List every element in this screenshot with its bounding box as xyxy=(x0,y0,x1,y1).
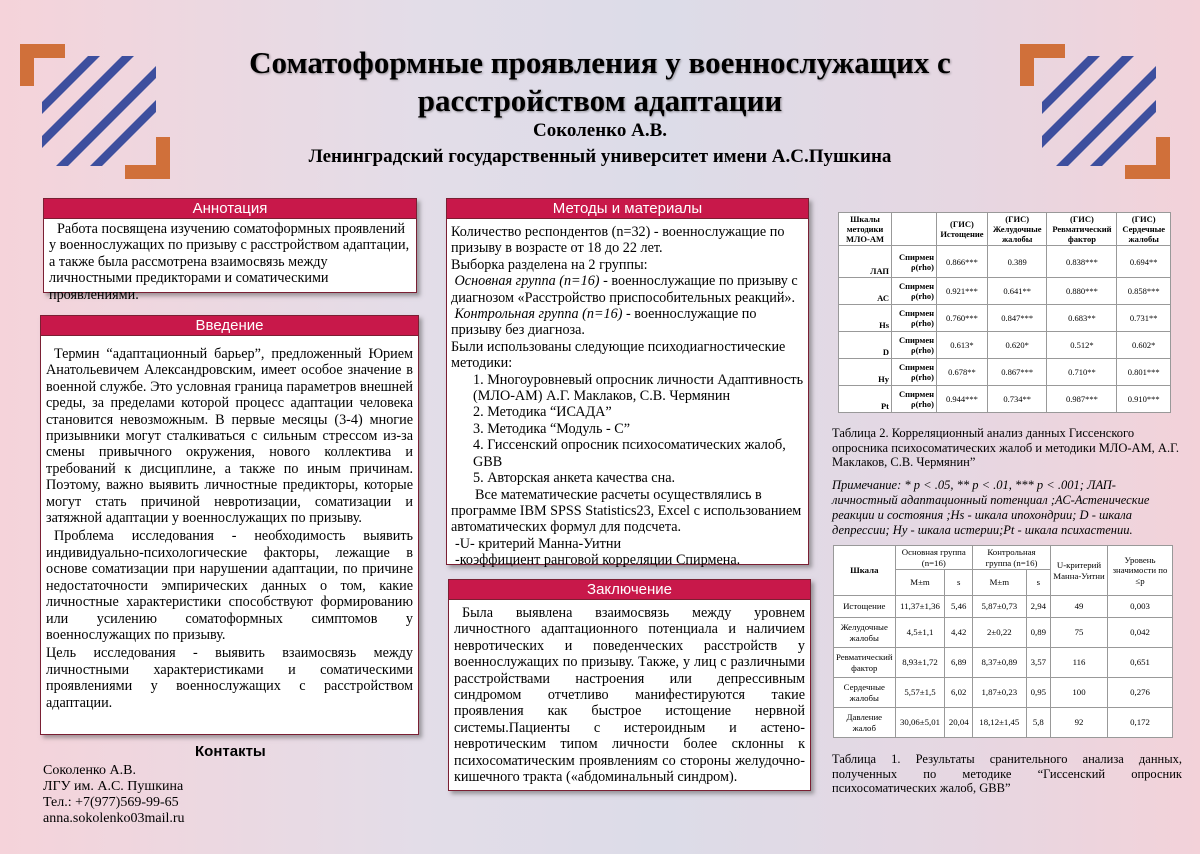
table2-cell: 0.683** xyxy=(1047,305,1117,332)
contact-email[interactable]: anna.sokolenko03mail.ru xyxy=(43,811,185,826)
methods-groups-intro: Выборка разделена на 2 группы: xyxy=(451,256,648,273)
correlation-table xyxy=(838,212,1171,413)
methods-spearman: -коэффициент ранговой корреляции Спирмена. xyxy=(455,552,741,569)
table1-cell: 100 xyxy=(1051,678,1108,708)
table2-cell: 0.694** xyxy=(1117,246,1171,278)
methods-item: 4. Гиссенский опросник психосоматических жалоб, GBB xyxy=(473,437,786,470)
table2-stat: Спирмен ρ(rho) xyxy=(892,386,937,413)
table2-scale: Hs xyxy=(839,305,892,332)
comparison-table xyxy=(833,545,1173,738)
intro-section xyxy=(40,315,419,735)
table-row xyxy=(834,708,1173,738)
table1-cell: 0,276 xyxy=(1108,678,1173,708)
table2-cell: 0.734** xyxy=(987,386,1047,413)
annotation-heading: Аннотация xyxy=(44,199,416,219)
table2-cell: 0.910*** xyxy=(1117,386,1171,413)
contacts-block xyxy=(43,763,185,827)
table2-cell: 0.801*** xyxy=(1117,359,1171,386)
methods-item: 1. Многоуровневый опросник личности Адаптивность (МЛО-АМ) А.Г. Маклаков, С.В. Чермянин xyxy=(473,371,804,405)
table1-caption: Таблица 1. Результаты сранительного анализа данных, полученных по методике “Гиссенский опросник психосоматических жалоб, GBB” xyxy=(832,752,1182,795)
table1-cell: 8,37±0,89 xyxy=(972,648,1026,678)
table2-stat: Спирмен ρ(rho) xyxy=(892,332,937,359)
table1-header: Шкала xyxy=(834,546,896,596)
table1-header: U-критерий Манна-Уитни xyxy=(1051,546,1108,596)
methods-section xyxy=(446,198,809,569)
table2-scale: Hy xyxy=(839,359,892,386)
table2-cell: 0.641** xyxy=(987,278,1047,305)
table-row xyxy=(839,278,1171,305)
methods-group-control-text: - военнослужащие по призыву без диагноза. xyxy=(451,306,757,339)
table1-cell: 18,12±1,45 xyxy=(972,708,1026,738)
university-logo-left xyxy=(20,44,170,179)
table2-cell: 0.760*** xyxy=(937,305,988,332)
table1-cell: 0,651 xyxy=(1108,648,1173,678)
methods-group-main-text: - военнослужащие по призыву с диагнозом «Расстройство приспособительных реакций». xyxy=(451,273,798,306)
table1-cell: 0,003 xyxy=(1108,596,1173,618)
table2-cell: 0.710** xyxy=(1047,359,1117,386)
table1-cell: 116 xyxy=(1051,648,1108,678)
table-row xyxy=(834,678,1173,708)
table2-stat: Спирмен ρ(rho) xyxy=(892,359,937,386)
conclusion-heading: Заключение xyxy=(449,580,810,600)
table1-scale: Истощение xyxy=(834,596,896,618)
table1-cell: 4,5±1,1 xyxy=(895,618,945,648)
table1-cell: 92 xyxy=(1051,708,1108,738)
contact-org: ЛГУ им. А.С. Пушкина xyxy=(43,779,184,794)
table2-cell: 0.602* xyxy=(1117,332,1171,359)
table1-cell: 5,8 xyxy=(1026,708,1050,738)
table2-cell: 0.613* xyxy=(937,332,988,359)
table2-cell: 0.838*** xyxy=(1047,246,1117,278)
table1-cell: 49 xyxy=(1051,596,1108,618)
table1-cell: 6,02 xyxy=(945,678,973,708)
intro-paragraph-goal: Цель исследования - выявить взаимосвязь между личностными характеристиками и соматическими проявлениями у военнослужащих с расстройством адаптации. xyxy=(46,645,413,711)
table1-cell: 2±0,22 xyxy=(972,618,1026,648)
intro-paragraph-problem: Проблема исследования - необходимость выявить индивидуально-психологические факторы, лежащие в основе соматизации при нарушении адаптации, по причине недостаточности эмпирических данных о том, какие личностные характеристики способствуют формированию или усилению соматоформных симптомов у военнослужащих по призыву. xyxy=(46,528,413,643)
table-row xyxy=(839,386,1171,413)
table2-header: (ГИС) Сердечные жалобы xyxy=(1117,213,1171,246)
table1-cell: 20,04 xyxy=(945,708,973,738)
table2-cell: 0.880*** xyxy=(1047,278,1117,305)
conclusion-text: Была выявлена взаимосвязь между уровнем личностного адаптационного потенциала и наличием невротических и поведенческих расстройств у военнослужащих по призыву. Также, у лиц с различными расстройствами настроения или депрессивным синдромом отчетливо манифестируются такие проявления как быстрое истощение нервной системы.Пациенты с истероидным и астено-невротическим типом личности более склонны к психосоматическим проявлениям со стороны желудочно-кишечного тракта («абдоминальный синдром). xyxy=(454,605,805,786)
conclusion-section xyxy=(448,579,811,791)
methods-software: Все математические расчеты осуществлялись в программе IBM SPSS Statistics23, Excel с использованием автоматических формул для подсчета. xyxy=(451,486,802,536)
table1-cell: 8,93±1,72 xyxy=(895,648,945,678)
table2-stat: Спирмен ρ(rho) xyxy=(892,278,937,305)
table2-header: (ГИС) Истощение xyxy=(937,213,988,246)
table1-cell: 4,42 xyxy=(945,618,973,648)
table2-scale: АС xyxy=(839,278,892,305)
table-row xyxy=(839,246,1171,278)
methods-item: 3. Методика “Модуль - С” xyxy=(473,420,631,437)
table1-header: Основная группа (n=16) xyxy=(895,546,972,570)
methods-item: 5. Авторская анкета качества сна. xyxy=(473,470,676,487)
table2-header xyxy=(892,213,937,246)
table1-cell: 75 xyxy=(1051,618,1108,648)
table2-note: Примечание: * p < .05, ** p < .01, *** p < .001; ЛАП- личностный адаптационный потенциал ;АС-Астенические реакции и состояния ;Hs - шкала ипохондрии; D - шкала депрессии; Hy - шкала истерии;Pt - шкала психастении. xyxy=(832,478,1150,537)
intro-paragraph-1: Термин “адаптационный барьер”, предложенный Юрием Анатольевичем Александровским, имеет особое значение в военной службе. Это условная граница параметров внешней среды, за пределами которой процесс адаптации человека становится невозможным. В первые месяцы (3-4) многие призывники могут сталкиваться с сильным стрессом из-за смены привычного окружения, нового коллектива и требований к дисциплине, а также по иным причинам. Поэтому, важно выявить личностные предикторы, которые могут стать причиной невротизации, соматизации и затяжной адаптации у военнослужащих по призыву. xyxy=(46,346,413,527)
table1-cell: 0,89 xyxy=(1026,618,1050,648)
table1-cell: 6,89 xyxy=(945,648,973,678)
table1-header: Уровень значимости по ≤p xyxy=(1108,546,1173,596)
table1-scale: Ревматический фактор xyxy=(834,648,896,678)
table1-cell: 0,95 xyxy=(1026,678,1050,708)
contacts-heading: Контакты xyxy=(195,743,266,760)
table-row xyxy=(839,332,1171,359)
contact-name: Соколенко А.В. xyxy=(43,763,136,778)
methods-group-control-label: Контрольная группа (n=16) xyxy=(454,306,623,323)
methods-heading: Методы и материалы xyxy=(447,199,808,219)
table2-cell: 0.944*** xyxy=(937,386,988,413)
table2-stat: Спирмен ρ(rho) xyxy=(892,246,937,278)
table2-scale: D xyxy=(839,332,892,359)
methods-techniques-intro: Были использованы следующие психодиагностические методики: xyxy=(451,338,786,372)
table2-cell: 0.512* xyxy=(1047,332,1117,359)
table2-cell: 0.620* xyxy=(987,332,1047,359)
table1-cell: 0,172 xyxy=(1108,708,1173,738)
table2-header: (ГИС) Желудочные жалобы xyxy=(987,213,1047,246)
table2-caption: Таблица 2. Корреляционный анализ данных Гиссенского опросника психосоматических жалоб и методики МЛО-АМ, А.Г. Маклаков, С.В. Чермянин” xyxy=(832,426,1180,469)
table2-scale: Pt xyxy=(839,386,892,413)
table1-cell: 5,57±1,5 xyxy=(895,678,945,708)
poster-author: Соколенко А.В. xyxy=(532,120,668,141)
table1-header: Контрольная группа (n=16) xyxy=(972,546,1050,570)
poster-title: Соматоформные проявления у военнослужащих с расстройством адаптации xyxy=(249,45,951,118)
university-logo-right xyxy=(1020,44,1170,179)
intro-heading: Введение xyxy=(41,316,418,336)
methods-item: 2. Методика “ИСАДА” xyxy=(473,404,612,421)
table1-cell: 1,87±0,23 xyxy=(972,678,1026,708)
table-row xyxy=(834,618,1173,648)
table2-header: Шкалы методики МЛО-АМ xyxy=(839,213,892,246)
table1-cell: 5,46 xyxy=(945,596,973,618)
table2-scale: ЛАП xyxy=(839,246,892,278)
table1-scale: Сердечные жалобы xyxy=(834,678,896,708)
table1-cell: 11,37±1,36 xyxy=(895,596,945,618)
table1-cell: 30,06±5,01 xyxy=(895,708,945,738)
table2-cell: 0.389 xyxy=(987,246,1047,278)
table1-header: s xyxy=(945,570,973,596)
table2-header: (ГИС) Ревматический фактор xyxy=(1047,213,1117,246)
table2-cell: 0.847*** xyxy=(987,305,1047,332)
table2-cell: 0.987*** xyxy=(1047,386,1117,413)
table2-cell: 0.731** xyxy=(1117,305,1171,332)
table-row xyxy=(839,359,1171,386)
annotation-text: Работа посвящена изучению соматоформных проявлений у военнослужащих по призыву с расстройством адаптации, а также была рассмотрена взаимосвязь между личностными предикторами и соматическими проявлениями. xyxy=(49,221,410,303)
table1-cell: 5,87±0,73 xyxy=(972,596,1026,618)
poster-university: Ленинградский государственный университет имени А.С.Пушкина xyxy=(308,146,892,167)
table-row xyxy=(839,305,1171,332)
table1-scale: Желудочные жалобы xyxy=(834,618,896,648)
methods-mann-whitney: -U- критерий Манна-Уитни xyxy=(455,535,622,552)
table1-header: M±m xyxy=(895,570,945,596)
contact-phone: Тел.: +7(977)569-99-65 xyxy=(43,795,179,810)
methods-group-main-label: Основная группа (n=16) xyxy=(454,273,600,290)
table2-cell: 0.678** xyxy=(937,359,988,386)
table1-header: M±m xyxy=(972,570,1026,596)
methods-respondents: Количество респондентов (n=32) - военнослужащие по призыву в возрасте от 18 до 22 лет. xyxy=(451,224,785,257)
table1-cell: 0,042 xyxy=(1108,618,1173,648)
table-row xyxy=(834,596,1173,618)
table1-cell: 3,57 xyxy=(1026,648,1050,678)
table2-cell: 0.866*** xyxy=(937,246,988,278)
table2-cell: 0.921*** xyxy=(937,278,988,305)
table2-stat: Спирмен ρ(rho) xyxy=(892,305,937,332)
table-row xyxy=(834,648,1173,678)
table1-header: s xyxy=(1026,570,1050,596)
table2-cell: 0.858*** xyxy=(1117,278,1171,305)
table1-scale: Давление жалоб xyxy=(834,708,896,738)
table2-cell: 0.867*** xyxy=(987,359,1047,386)
table1-cell: 2,94 xyxy=(1026,596,1050,618)
annotation-section xyxy=(43,198,417,303)
